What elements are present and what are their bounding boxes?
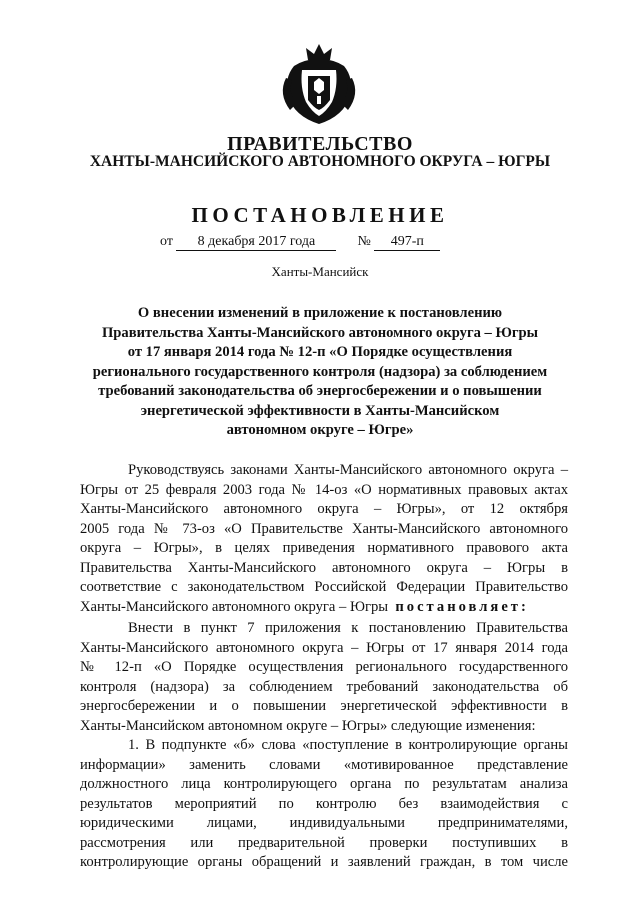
government-heading: ПРАВИТЕЛЬСТВО bbox=[227, 133, 413, 155]
decree-keyword: постановляет: bbox=[395, 598, 529, 615]
text-line: Ханты-Мансийского автономного округа – Югры от 17 января 2014 года bbox=[80, 639, 568, 656]
title-line: регионального государственного контроля (надзора) за соблюдением bbox=[92, 363, 548, 380]
title-line: от 17 января 2014 года № 12-п «О Порядке осуществления bbox=[127, 344, 513, 360]
text-line: округа – Югры», в целях приведения нормативного правового акта bbox=[80, 540, 568, 556]
coat-of-arms-icon bbox=[274, 38, 364, 128]
text-line: Ханты-Мансийского автономного округа – Югры», от 12 октября bbox=[80, 501, 568, 517]
text-line: рассмотрения или предварительной проверки поступивших в bbox=[80, 834, 568, 851]
text-line: 2005 года № 73-оз «О Правительстве Ханты-Мансийского автономного bbox=[80, 520, 568, 537]
text-line: юридическими лицами, индивидуальными предпринимателями, bbox=[80, 815, 568, 831]
text-line: контроля (надзора) за соблюдением требований законодательства об bbox=[80, 678, 568, 695]
number-prefix: № bbox=[357, 234, 371, 249]
text-line: Внести в пункт 7 приложения к постановлению Правительства bbox=[128, 620, 568, 636]
title-line: энергетической эффективности в Ханты-Мансийском bbox=[140, 402, 500, 419]
document-number: 497-п bbox=[374, 234, 440, 251]
preamble-paragraph bbox=[80, 461, 568, 617]
text-line: Югры от 25 февраля 2003 года № 14-оз «О нормативных правовых актах bbox=[80, 481, 568, 498]
date-number-line bbox=[160, 234, 440, 251]
date-prefix: от bbox=[160, 234, 173, 249]
text-line: Ханты-Мансийском автономном округе – Югры» следующие изменения: bbox=[80, 717, 536, 734]
text-line: контролирующие органы обращений и заявлений граждан, в том числе bbox=[80, 854, 568, 870]
decree-paragraph bbox=[80, 619, 568, 873]
document-title bbox=[0, 304, 640, 441]
text-line-part: Ханты-Мансийского автономного округа – Югры bbox=[80, 598, 389, 615]
title-line: Правительства Ханты-Мансийского автономного округа – Югры bbox=[101, 324, 539, 341]
title-line: требований законодательства об энергосбережении и о повышении bbox=[98, 383, 542, 399]
text-line: энергосбережении и о повышении энергетической эффективности в bbox=[80, 698, 568, 714]
region-heading: ХАНТЫ-МАНСИЙСКОГО АВТОНОМНОГО ОКРУГА – ЮГРЫ bbox=[89, 153, 551, 170]
text-line: должностного лица контролирующего органа по результатам анализа bbox=[80, 776, 568, 792]
text-line: соответствие с законодательством Российской Федерации Правительство bbox=[80, 579, 568, 595]
city: Ханты-Мансийск bbox=[271, 264, 369, 279]
title-line: автономном округе – Югре» bbox=[226, 422, 414, 438]
title-line: О внесении изменений в приложение к постановлению bbox=[137, 305, 503, 321]
document-date: 8 декабря 2017 года bbox=[176, 234, 336, 251]
text-line: № 12-п «О Порядке осуществления регионального государственного bbox=[80, 659, 568, 675]
text-line: 1. В подпункте «б» слова «поступление в контролирующие органы bbox=[128, 737, 568, 753]
text-line: Руководствуясь законами Ханты-Мансийского автономного округа – bbox=[128, 462, 568, 478]
text-line: Правительства Ханты-Мансийского автономного округа – Югры в bbox=[80, 559, 568, 576]
document-type: ПОСТАНОВЛЕНИЕ bbox=[191, 203, 449, 227]
text-line bbox=[80, 598, 568, 618]
text-line: информации» заменить словами «мотивированное представление bbox=[80, 756, 568, 773]
text-line: результатов мероприятий по контролю без взаимодействия с bbox=[80, 795, 568, 812]
